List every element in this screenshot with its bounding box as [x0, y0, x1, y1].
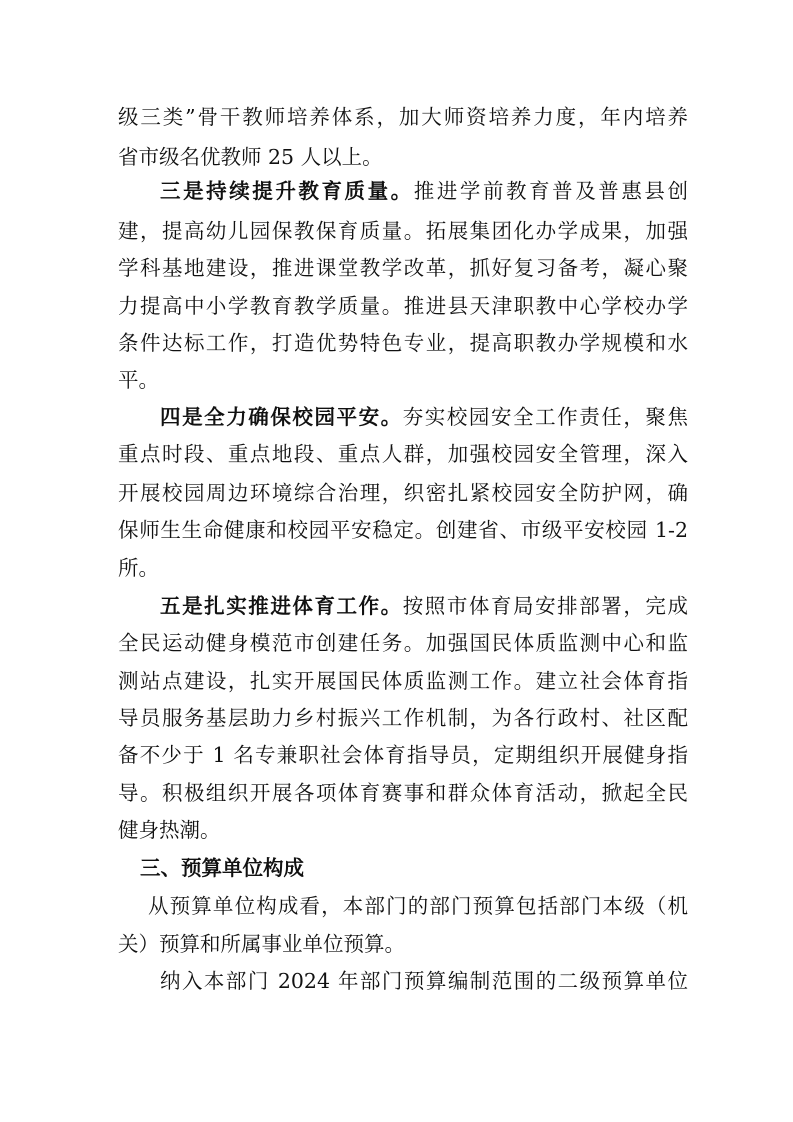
paragraph-line: [160, 404, 688, 430]
paragraph-lead: 三是持续提升教育质量。: [160, 179, 414, 203]
paragraph-line: [160, 178, 688, 204]
paragraph-text: 推进学前教育普及普惠县创: [413, 179, 688, 203]
paragraph-line: 所。: [118, 556, 159, 580]
paragraph-line: [160, 593, 688, 619]
paragraph-text: 按照市体育局安排部署，完成: [402, 594, 689, 618]
paragraph-text: 夯实校园安全工作责任，聚焦: [402, 405, 689, 429]
paragraph-line: 关）预算和所属事业单位预算。: [118, 932, 405, 956]
paragraph-line: 保师生生命健康和校园平安稳定。创建省、市级平安校园 1-2: [118, 518, 688, 542]
paragraph-line: 重点时段、重点地段、重点人群，加强校园安全管理，深入: [118, 442, 688, 466]
paragraph-line: 学科基地建设，推进课堂教学改革，抓好复习备考，凝心聚: [118, 256, 688, 280]
paragraph-line: 开展校园周边环境综合治理，织密扎紧校园安全防护网，确: [118, 481, 688, 505]
paragraph-line: 条件达标工作，打造优势特色专业，提高职教办学规模和水: [118, 331, 688, 355]
paragraph-line: 平。: [118, 368, 159, 392]
paragraph-line: 建，提高幼儿园保教保育质量。拓展集团化办学成果，加强: [118, 219, 688, 243]
paragraph-lead: 四是全力确保校园平安。: [160, 405, 403, 429]
paragraph-line: 全民运动健身模范市创建任务。加强国民体质监测中心和监: [118, 631, 688, 655]
paragraph-line: 省市级名优教师 25 人以上。: [118, 145, 383, 169]
paragraph-line: 导。积极组织开展各项体育赛事和群众体育活动，掀起全民: [118, 781, 688, 805]
section-heading: 三、预算单位构成: [140, 856, 304, 880]
paragraph-line: 导员服务基层助力乡村振兴工作机制，为各行政村、社区配: [118, 706, 688, 730]
paragraph-lead: 五是扎实推进体育工作。: [160, 594, 403, 618]
paragraph-line: 测站点建设，扎实开展国民体质监测工作。建立社会体育指: [118, 669, 688, 693]
paragraph-line: 力提高中小学教育教学质量。推进县天津职教中心学校办学: [118, 294, 688, 318]
paragraph-line: 备不少于 1 名专兼职社会体育指导员，定期组织开展健身指: [118, 743, 688, 767]
paragraph-line: 健身热潮。: [118, 818, 221, 842]
paragraph-line: 级三类”骨干教师培养体系，加大师资培养力度，年内培养: [118, 105, 688, 129]
paragraph-line: 纳入本部门 2024 年部门预算编制范围的二级预算单位: [160, 969, 688, 993]
paragraph-line: 从预算单位构成看，本部门的部门预算包括部门本级（机: [148, 894, 688, 918]
